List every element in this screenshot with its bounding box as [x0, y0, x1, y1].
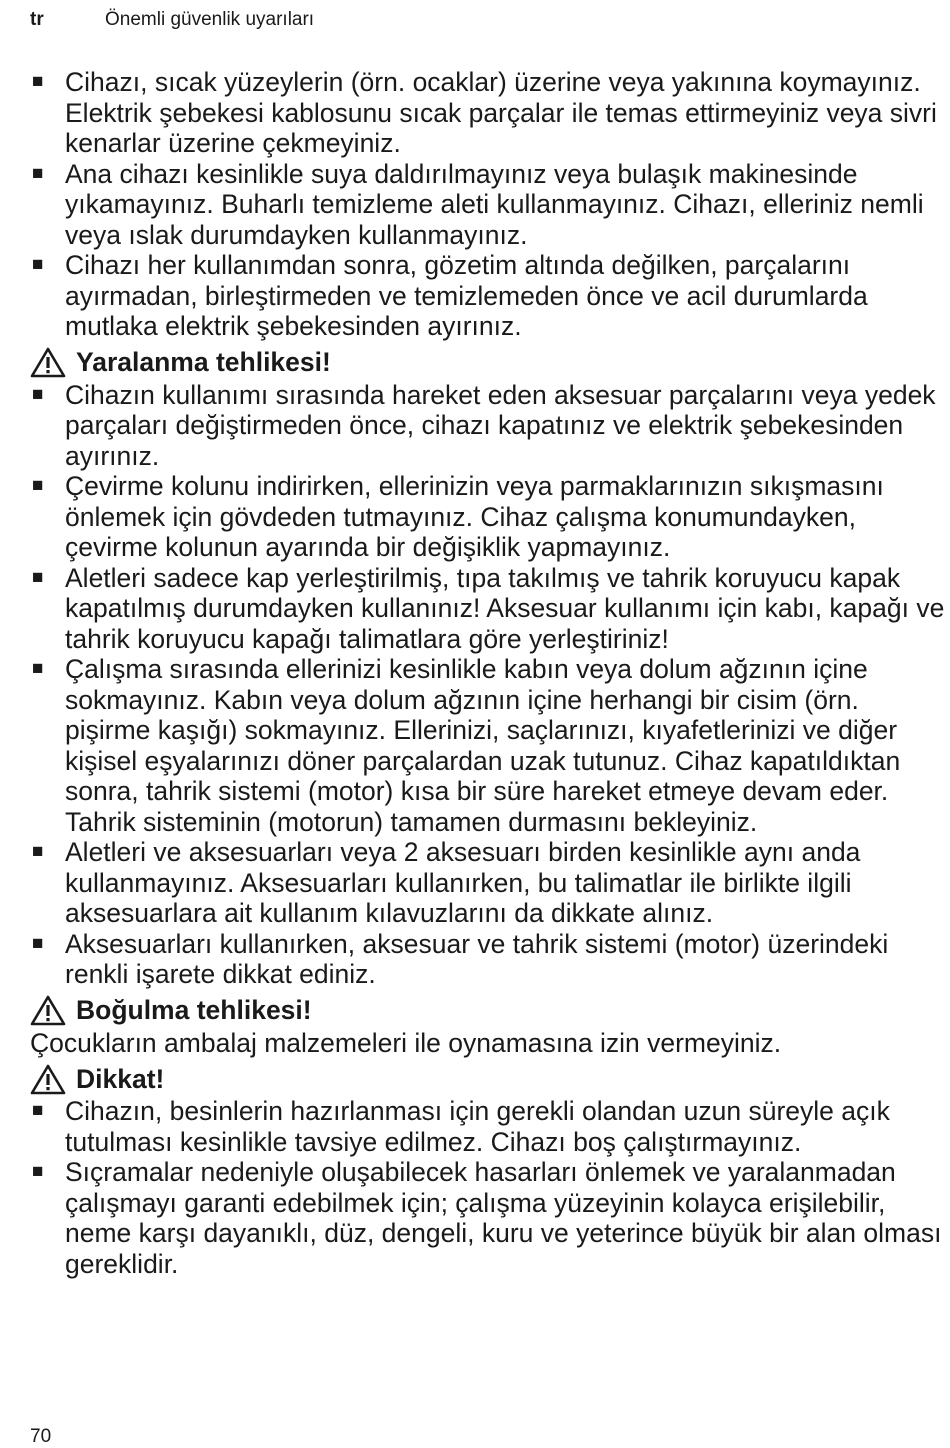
bullet-square-icon: ■	[32, 71, 44, 92]
list-item-text: Cihazın kullanımı sırasında hareket eden aksesuar parçalarını veya yedek parçaları değiştirmeden önce, cihazı kapatınız ve elektrik şebekesinden ayırınız.	[65, 379, 936, 471]
bullet-square-icon: ■	[32, 932, 44, 954]
language-code: tr	[30, 9, 44, 30]
list-item	[30, 1157, 950, 1279]
list-item	[30, 159, 950, 251]
heading-text: Boğulma tehlikesi!	[76, 995, 312, 1026]
list-item-text: Çalışma sırasında ellerinizi kesinlikle kabın veya dolum ağzının içine sokmayınız. Kabın veya dolum ağzının içine herhangi bir cisim (örn. pişirme kaşığı) sokmayınız. Ellerinizi, saçlarınızı, kıyafetlerinizi ve diğer kişisel eşyalarınızı döner parçalardan uzak tutunuz. Cihaz kapatıldıktan sonra, tahrik sistemi (motor) kısa bir süre hareket etmeye devam eder. Tahrik sisteminin (motorun) tamamen durmasını bekleyiniz.	[65, 654, 901, 837]
list-item-text: Cihazı her kullanımdan sonra, gözetim altında değilken, parçalarını ayırmadan, birleştirmeden ve temizlemeden önce ve acil durumlarda mutlaka elektrik şebekesinden ayırınız.	[65, 250, 868, 341]
bullet-square-icon: ■	[32, 1161, 44, 1182]
list-item	[30, 654, 950, 837]
warning-triangle-icon	[30, 1064, 66, 1095]
injury-warning-heading	[30, 346, 950, 380]
list-item	[30, 67, 950, 159]
bullet-square-icon: ■	[32, 841, 44, 862]
list-item-text: Aksesuarları kullanırken, aksesuar ve tahrik sistemi (motor) üzerindeki renkli işarete dikkat ediniz.	[65, 928, 889, 989]
warning-triangle-icon	[30, 995, 66, 1026]
heading-text: Dikkat!	[76, 1063, 165, 1094]
list-item	[30, 563, 950, 655]
suffocation-warning-heading	[30, 994, 950, 1028]
list-item	[30, 380, 950, 472]
list-item	[30, 250, 950, 342]
safety-content	[30, 67, 950, 1279]
list-item-text: Aletleri ve aksesuarları veya 2 aksesuarı birden kesinlikle aynı anda kullanmayınız. Aksesuarları kullanırken, bu talimatlar ile birlikte ilgili aksesuarlara ait kullanım kılavuzlarını da dikkate alınız.	[65, 837, 861, 928]
warning-triangle-icon	[30, 347, 66, 378]
bullet-square-icon: ■	[32, 1100, 44, 1121]
page-header	[30, 8, 930, 32]
caution-warning-heading	[30, 1062, 950, 1096]
bullet-square-icon: ■	[32, 383, 44, 405]
list-item-text: Çevirme kolunu indirirken, ellerinizin veya parmaklarınızın sıkışmasını önlemek için gövdeden tutmayınız. Cihaz çalışma konumundayken, çevirme kolunun ayarında bir değişiklik yapmayınız.	[65, 471, 884, 562]
list-item-text: Cihazın, besinlerin hazırlanması için gerekli olandan uzun süreyle açık tutulması kesinlikle tavsiye edilmez. Cihazı boş çalıştırmayınız.	[65, 1096, 890, 1157]
bullet-square-icon: ■	[32, 475, 44, 496]
heading-text: Yaralanma tehlikesi!	[76, 347, 331, 378]
bullet-square-icon: ■	[32, 254, 44, 275]
paragraph: Çocukların ambalaj malzemeleri ile oynamasına izin vermeyiniz.	[30, 1027, 782, 1058]
section-title: Önemli güvenlik uyarıları	[105, 9, 315, 30]
list-item-text: Sıçramalar nedeniyle oluşabilecek hasarları önlemek ve yaralanmadan çalışmayı garanti edebilmek için; çalışma yüzeyinin kolayca erişilebilir, neme karşı dayanıklı, düz, dengeli, kuru ve yeterince büyük bir alan olması gereklidir.	[65, 1157, 942, 1279]
bullet-square-icon: ■	[32, 162, 44, 184]
list-item	[30, 837, 950, 929]
bullet-square-icon: ■	[32, 566, 44, 588]
list-item	[30, 471, 950, 563]
list-item-text: Aletleri sadece kap yerleştirilmiş, tıpa takılmış ve tahrik koruyucu kapak kapatılmış durumdayken kullanınız! Aksesuar kullanımı için kabı, kapağı ve tahrik koruyucu kapağı talimatlara göre yerleştiriniz!	[65, 562, 945, 654]
list-item	[30, 929, 950, 990]
list-item-text: Ana cihazı kesinlikle suya daldırılmayınız veya bulaşık makinesinde yıkamayınız. Buharlı temizleme aleti kullanmayınız. Cihazı, elleriniz nemli veya ıslak durumdayken kullanmayınız.	[65, 158, 924, 250]
bullet-square-icon: ■	[32, 658, 44, 679]
list-item-text: Cihazı, sıcak yüzeylerin (örn. ocaklar) üzerine veya yakınına koymayınız. Elektrik şebekesi kablosunu sıcak parçalar ile temas ettirmeyiniz veya sivri kenarlar üzerine çekmeyiniz.	[65, 67, 937, 158]
list-item	[30, 1096, 950, 1157]
page-number: 70	[30, 1426, 52, 1447]
